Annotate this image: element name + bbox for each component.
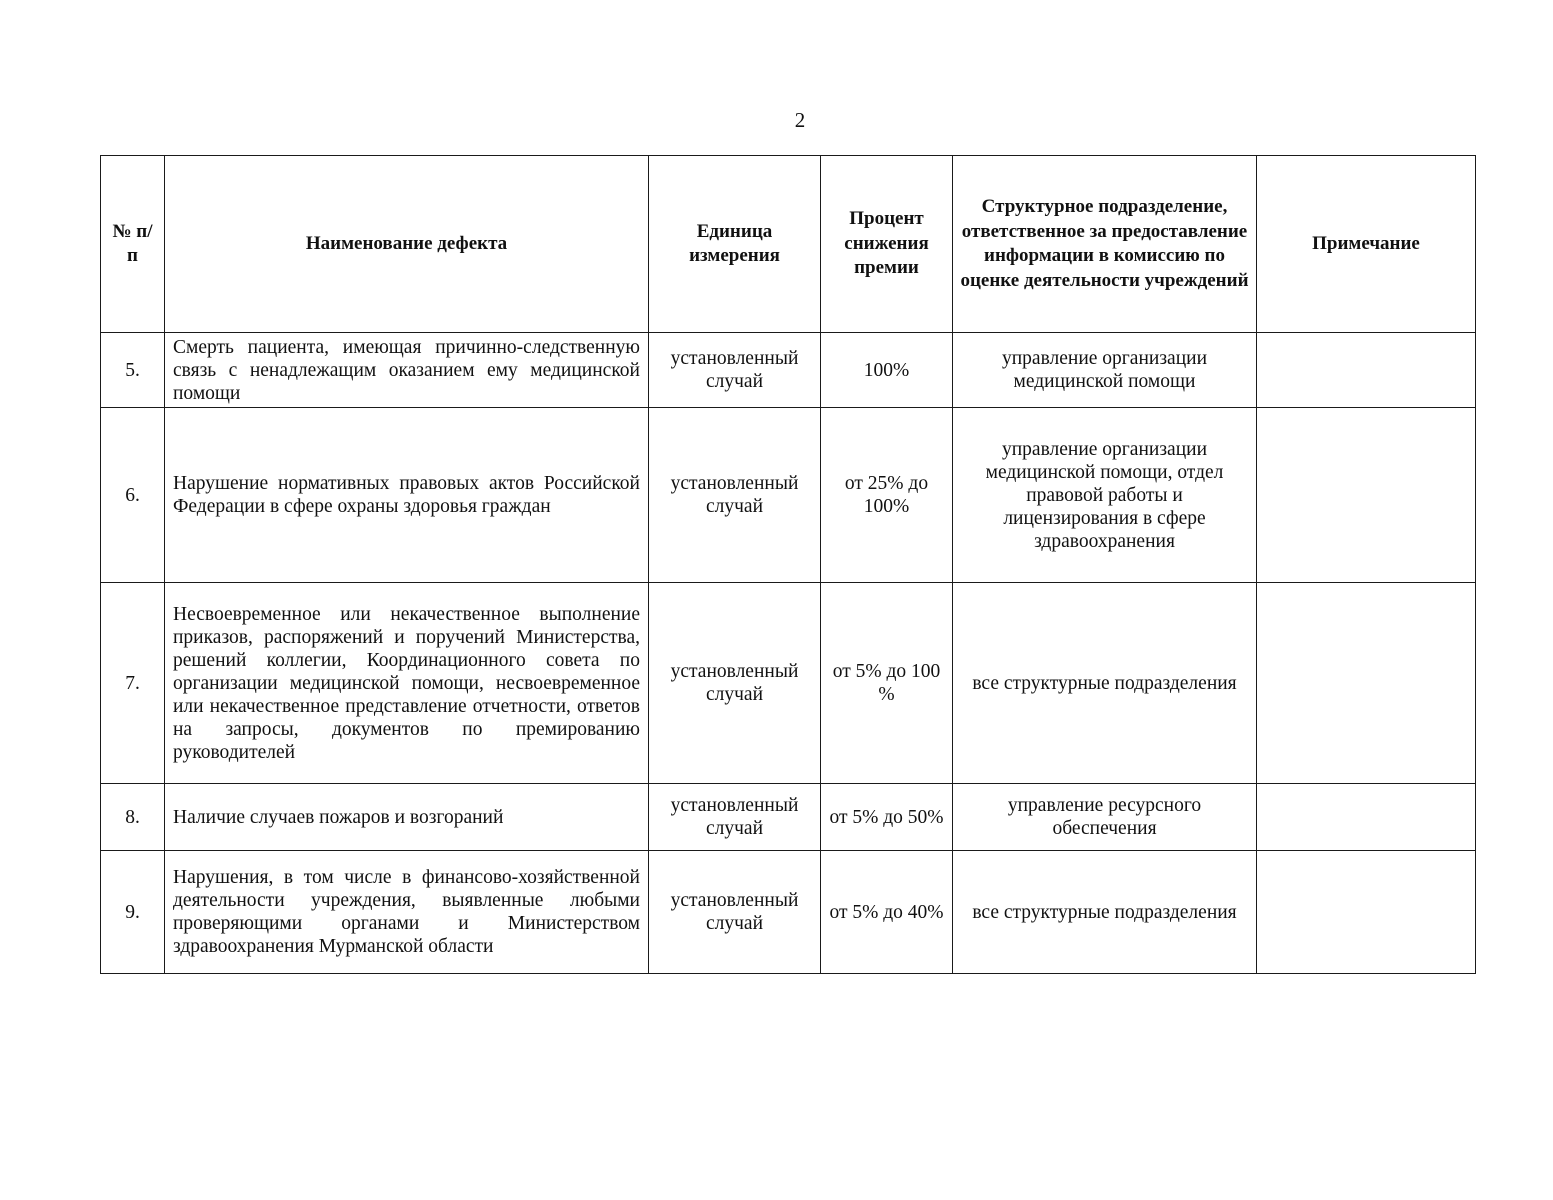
row-department: все структурные подразделения: [953, 851, 1257, 974]
table-row: [101, 784, 1476, 851]
row-department: все структурные подразделения: [953, 583, 1257, 784]
row-department: управление организации медицинской помощи, отдел правовой работы и лицензирования в сфере здравоохранения: [953, 408, 1257, 583]
table-header-row: [101, 156, 1476, 333]
table-row: [101, 851, 1476, 974]
row-defect-name: Смерть пациента, имеющая причинно-следственную связь с ненадлежащим оказанием ему медицинской помощи: [165, 333, 649, 408]
row-defect-name: Наличие случаев пожаров и возгораний: [165, 784, 649, 851]
row-unit: установленный случай: [649, 784, 821, 851]
header-defect-name: Наименование дефекта: [165, 156, 649, 333]
table-row: [101, 333, 1476, 408]
row-note: [1257, 784, 1476, 851]
header-department: Структурное подразделение, ответственное за предоставление информации в комиссию по оценке деятельности учреждений: [953, 156, 1257, 333]
row-note: [1257, 851, 1476, 974]
row-unit: установленный случай: [649, 408, 821, 583]
header-unit: Единица измерения: [649, 156, 821, 333]
table-row: [101, 583, 1476, 784]
row-num: 7.: [101, 583, 165, 784]
row-num: 8.: [101, 784, 165, 851]
row-note: [1257, 583, 1476, 784]
row-num: 9.: [101, 851, 165, 974]
row-unit: установленный случай: [649, 333, 821, 408]
page-number: 2: [794, 108, 806, 132]
row-percent: от 5% до 100 %: [821, 583, 953, 784]
row-department: управление ресурсного обеспечения: [953, 784, 1257, 851]
table-row: [101, 408, 1476, 583]
row-percent: от 25% до 100%: [821, 408, 953, 583]
header-percent: Процент снижения премии: [821, 156, 953, 333]
row-percent: от 5% до 50%: [821, 784, 953, 851]
row-percent: от 5% до 40%: [821, 851, 953, 974]
row-defect-name: Несвоевременное или некачественное выполнение приказов, распоряжений и поручений Министерства, решений коллегии, Координационного совета по организации медицинской помощи, несвоевременное или некачественное представление отчетности, ответов на запросы, документов по премированию руководителей: [165, 583, 649, 784]
defects-table: [100, 155, 1476, 974]
row-num: 5.: [101, 333, 165, 408]
row-percent: 100%: [821, 333, 953, 408]
row-num: 6.: [101, 408, 165, 583]
row-note: [1257, 408, 1476, 583]
row-defect-name: Нарушение нормативных правовых актов Российской Федерации в сфере охраны здоровья граждан: [165, 408, 649, 583]
row-department: управление организации медицинской помощи: [953, 333, 1257, 408]
header-note: Примечание: [1257, 156, 1476, 333]
header-num: № п/п: [101, 156, 165, 333]
row-defect-name: Нарушения, в том числе в финансово-хозяйственной деятельности учреждения, выявленные любыми проверяющими органами и Министерством здравоохранения Мурманской области: [165, 851, 649, 974]
row-note: [1257, 333, 1476, 408]
row-unit: установленный случай: [649, 851, 821, 974]
row-unit: установленный случай: [649, 583, 821, 784]
